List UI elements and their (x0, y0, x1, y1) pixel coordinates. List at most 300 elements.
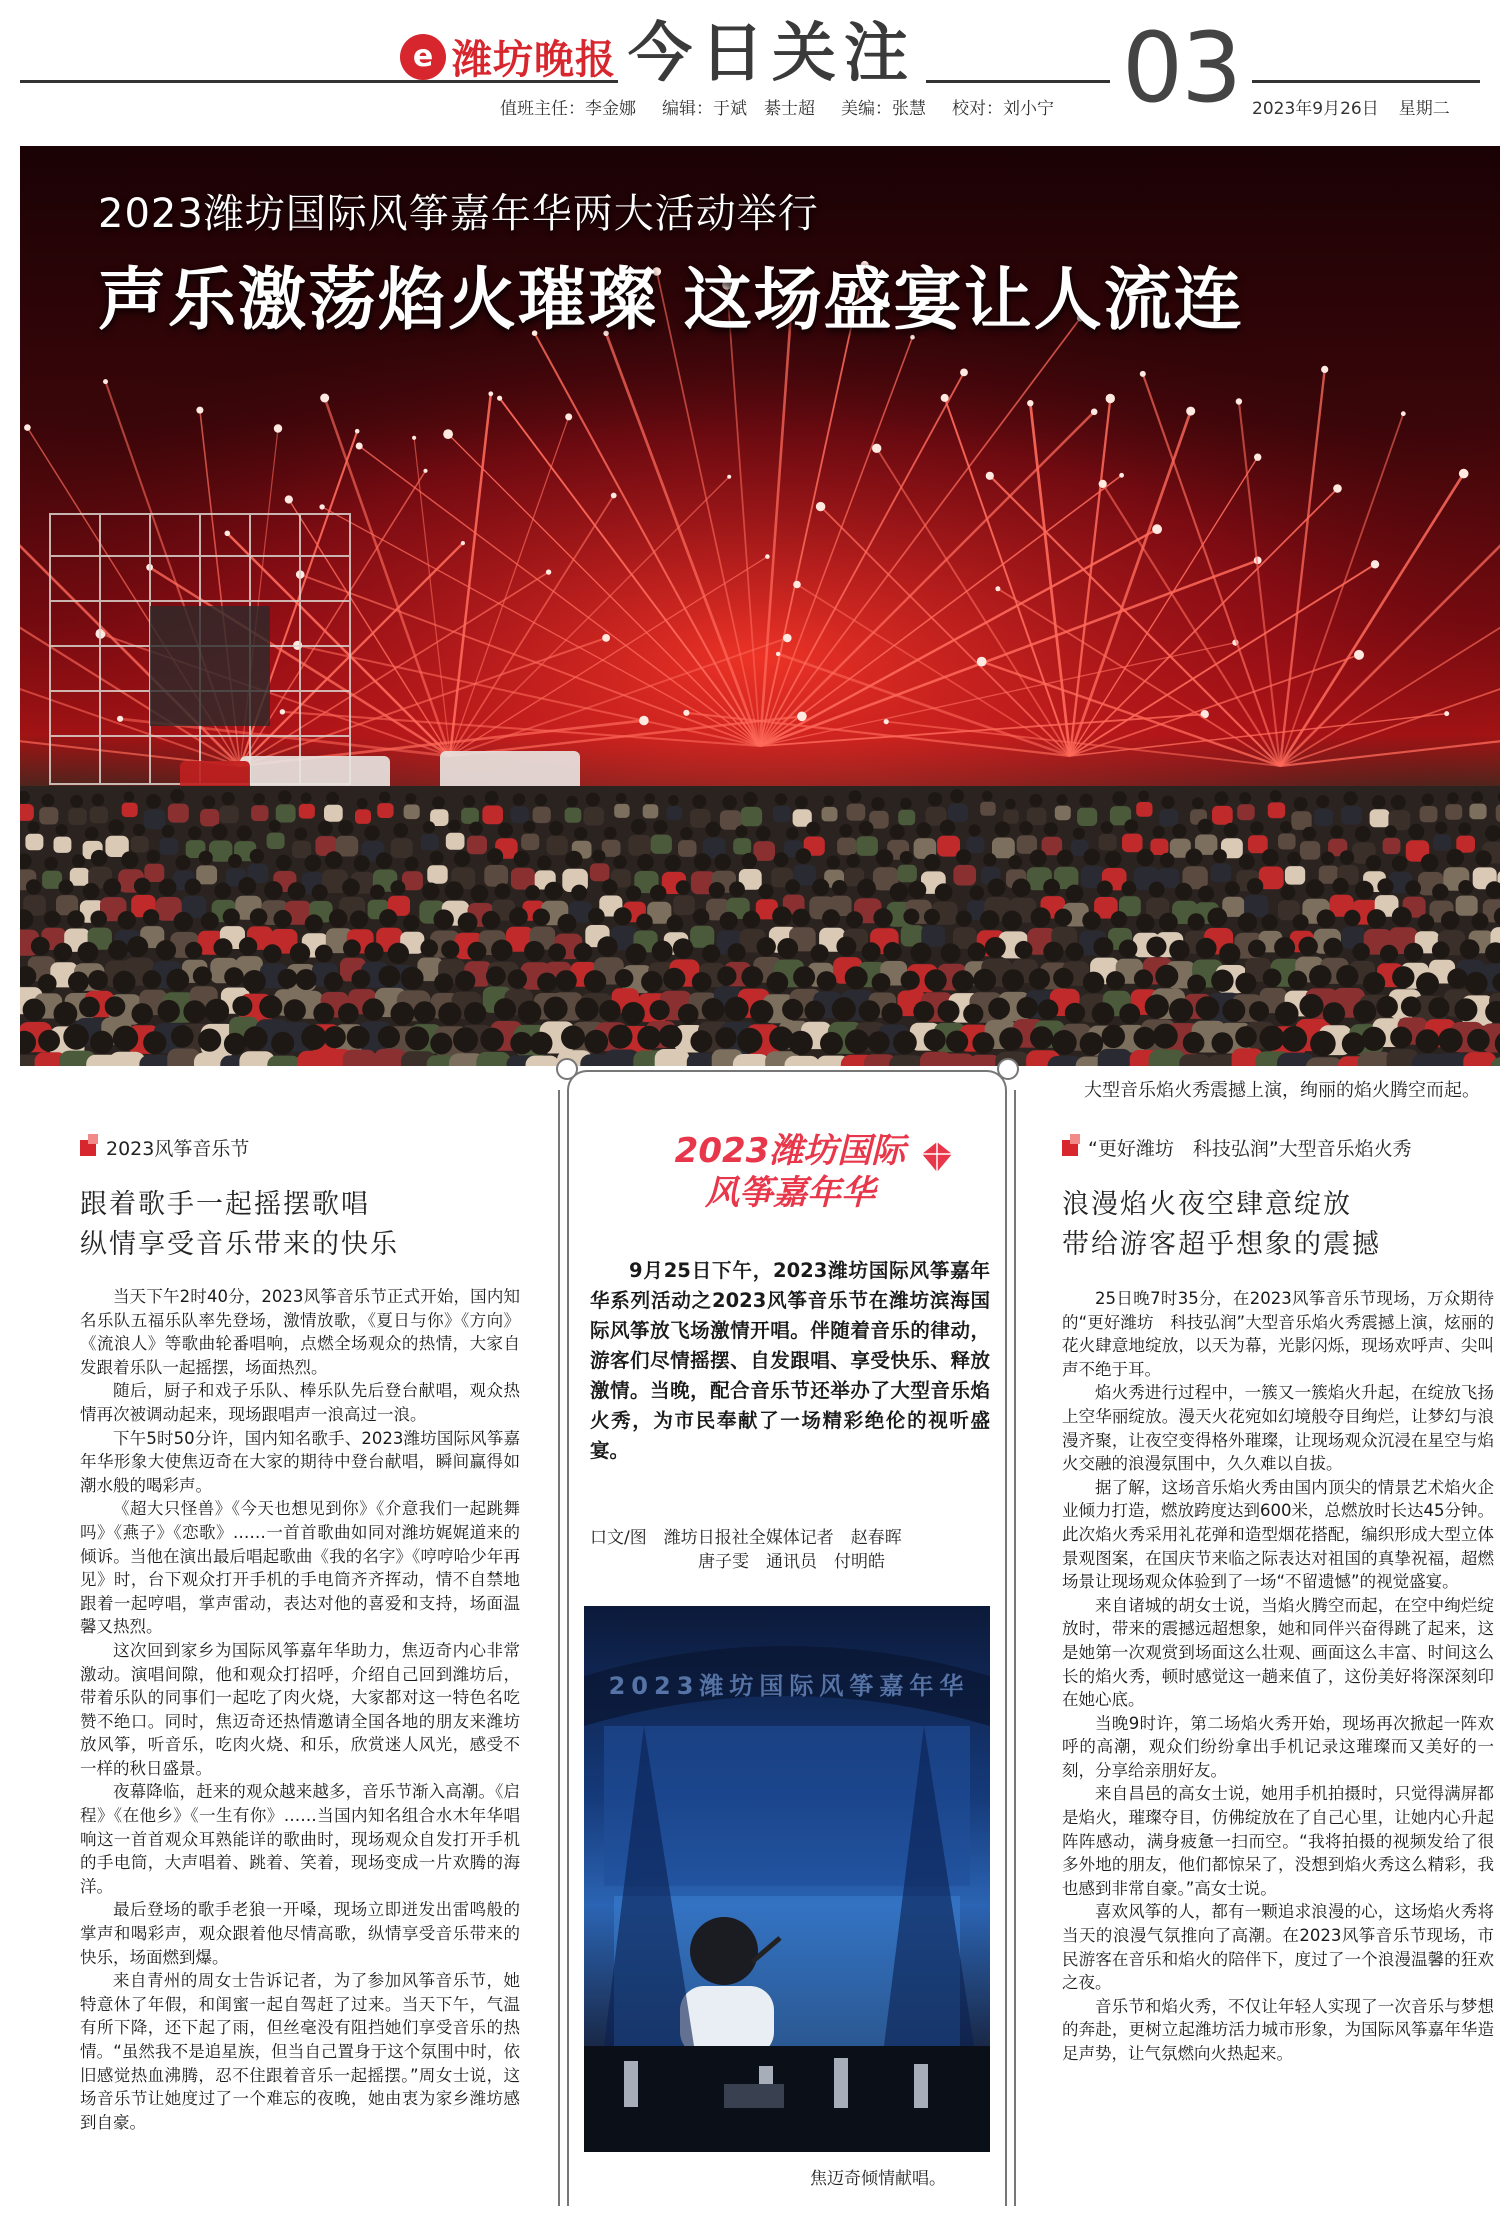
crowd-person-body (1098, 1049, 1132, 1066)
crowd-person-head (124, 791, 135, 802)
section-marker-icon (1062, 1140, 1078, 1156)
crowd-person-head (1239, 792, 1251, 804)
crowd-person-head (665, 855, 682, 872)
firework-spark (443, 429, 453, 439)
crowd-person-head (565, 851, 582, 868)
crowd-person-head (498, 823, 513, 838)
crowd-person-head (1224, 823, 1239, 838)
crowd-person-head (228, 854, 242, 868)
crowd-person-head (85, 827, 99, 841)
crowd-person-head (1145, 994, 1169, 1018)
crowd-person-body (1212, 806, 1233, 825)
crowd-person-head (121, 851, 138, 868)
crowd-person-head (1438, 1028, 1462, 1052)
crowd-person-head (1192, 797, 1204, 809)
firework-spark (783, 634, 792, 643)
editorial-credits (500, 94, 1054, 119)
crowd-person-head (1342, 1032, 1365, 1055)
firework-spark (1027, 400, 1033, 406)
firework-spark (986, 472, 994, 480)
crowd-person-head (1198, 886, 1214, 902)
right-subheadline (1062, 1185, 1494, 1265)
crowd-person-body (446, 833, 465, 850)
crowd-person-head (690, 1030, 712, 1052)
paragraph: 夜幕降临，赶来的观众越来越多，音乐节渐入高潮。《启程》《在他乡》《一生有你》……当国内知名组合水木年华唱响这一首首观众耳熟能详的歌曲时，现场观众自发打开手机的手电筒，大声唱着、跳着、笑着，现场变成一片欢腾的海洋。 (80, 1782, 520, 1896)
firework-spark (423, 469, 427, 473)
crowd-person-head (1235, 973, 1256, 994)
center-column (590, 1130, 990, 1574)
crowd-person-head (364, 825, 379, 840)
crowd-person-head (715, 1027, 736, 1048)
crowd-person-head (775, 793, 787, 805)
crowd-person-body (690, 926, 714, 948)
paragraph: 来自诸城的胡女士说，当焰火腾空而起，在空中绚烂绽放时，带来的震撼远超想象，她和同伴兴奋得跳了起来，这是她第一次观赏到场面这么壮观、画面这么丰富、时间这么长的焰火秀，顿时感觉这一趟来值了，这份美好将深深刻印在她心底。 (1062, 1595, 1494, 1710)
crowd-person-body (511, 806, 529, 823)
crowd-person-body (482, 806, 503, 825)
firework-spark (797, 712, 807, 722)
crowd-person-head (162, 825, 175, 838)
crowd-person-head (1122, 881, 1137, 896)
crowd-person-head (599, 1000, 621, 1022)
crowd-person-head (924, 1029, 946, 1051)
crowd-person-head (324, 1026, 346, 1048)
paragraph: 《超大只怪兽》《今天也想见到你》《介意我们一起跳舞吗》《燕子》《恋歌》……一首首歌曲如同对潍坊娓娓道来的倾诉。当他在演出最后唱起歌曲《我的名字》《哼哼哈少年再见》时，台下观众打开手机的手电筒齐齐挥动，情不自禁地跟着一起哼唱，掌声雷动，表达对他的喜爱和支持，场面温馨又热烈。 (80, 1499, 520, 1637)
lead-paragraph: 9月25日下午，2023潍坊国际风筝嘉年华系列活动之2023风筝音乐节在潍坊滨海国际风筝放飞场激情开唱。伴随着音乐的律动，游客们尽情摇摆、自发跟唱、享受快乐、释放激情。当晚，配合音乐节还举办了大型音乐焰火秀，为市民奉献了一场精彩绝伦的视听盛宴。 (590, 1259, 990, 1462)
crowd-person-head (793, 966, 815, 988)
crowd-person-head (388, 943, 409, 964)
crowd-person-head (68, 972, 89, 993)
crowd-person-head (294, 827, 307, 840)
crowd-person-head (963, 1004, 983, 1024)
crowd-person-head (224, 1033, 246, 1055)
crowd-person-head (636, 914, 652, 930)
firework-spark (1186, 407, 1195, 416)
crowd-person-head (1138, 791, 1149, 802)
firework-spark (765, 554, 770, 559)
crowd-person-head (41, 794, 54, 807)
crowd-person-head (103, 878, 121, 896)
crowd-person-head (1249, 1001, 1269, 1021)
crowd-person-head (185, 942, 202, 959)
crowd-person-body (1420, 806, 1438, 822)
firework-spark (356, 443, 363, 450)
crowd-person-head (91, 850, 107, 866)
crowd-person-head (1097, 881, 1113, 897)
crowd-person-head (692, 972, 712, 992)
firework-spark (776, 652, 780, 656)
drum-kit (724, 2084, 784, 2108)
crowd-person-head (1309, 965, 1332, 988)
crowd-person-head (370, 885, 385, 900)
crowd-person-head (232, 996, 252, 1016)
crowd-person-body (168, 804, 189, 823)
crowd-person-head (422, 883, 439, 900)
crowd-person-head (1198, 819, 1213, 834)
crowd-person-head (134, 878, 151, 895)
crowd-person-head (379, 909, 397, 927)
crowd-person-head (890, 824, 905, 839)
crowd-person-head (243, 1026, 267, 1050)
kite-icon (920, 1140, 954, 1174)
right-article (1062, 1134, 1494, 2066)
crowd-person-head (702, 945, 720, 963)
firework-spark (884, 719, 889, 724)
crowd-person-head (544, 997, 568, 1021)
crowd-person-head (883, 942, 901, 960)
crowd-person-head (237, 825, 252, 840)
crowd-person-head (1344, 910, 1360, 926)
crowd-person-head (871, 797, 884, 810)
crowd-person-head (301, 793, 312, 804)
crowd-person-head (1446, 849, 1464, 867)
crowd-person-head (741, 966, 763, 988)
crowd-person-head (925, 969, 947, 991)
crowd-person-head (486, 966, 506, 986)
left-subheadline (80, 1185, 520, 1265)
crowd-person-head (849, 790, 862, 803)
crowd-person-body (1003, 810, 1019, 824)
crowd-person-head (952, 970, 974, 992)
crowd-person-body (1445, 804, 1462, 820)
paragraph: 音乐节和焰火秀，不仅让年轻人实现了一次音乐与梦想的奔赴，更树立起潍坊活力城市形象，为国际风筝嘉年华造足声势，让气氛燃向火热起来。 (1062, 1996, 1494, 2063)
crowd-person-head (312, 884, 328, 900)
crowd-person-head (1428, 997, 1449, 1018)
crowd-person-head (592, 850, 605, 863)
paragraph: 随后，厨子和戏子乐队、棒乐队先后登台献唱，观众热情再次被调动起来，现场跟唱声一浪高过一浪。 (80, 1381, 520, 1424)
crowd-person-body (54, 837, 72, 853)
firework-spark (1321, 366, 1328, 373)
crowd-person-head (347, 1026, 370, 1049)
crowd-person-head (342, 879, 360, 897)
crowd-person-head (680, 827, 693, 840)
crowd-person-body (953, 865, 976, 886)
crowd-person-head (1293, 914, 1309, 930)
crowd-person-head (274, 910, 292, 928)
crowd-person-head (288, 882, 306, 900)
crowd-person-head (1169, 998, 1193, 1022)
crowd-person-head (812, 879, 829, 896)
crowd-person-head (845, 1029, 870, 1054)
crowd-person-body (70, 868, 90, 886)
crowd-person-body (856, 836, 878, 856)
crowd-person-head (637, 1026, 661, 1050)
crowd-person-head (574, 827, 587, 840)
crowd-person-body (1077, 808, 1097, 826)
crowd-person-body (1211, 864, 1232, 883)
crowd-person-head (92, 794, 105, 807)
crowd-person-head (881, 1003, 902, 1024)
crowd-person-head (722, 795, 737, 810)
crowd-person-head (44, 911, 61, 928)
crowd-person-body (822, 807, 838, 822)
crowd-person-body (1278, 834, 1296, 850)
crowd-person-head (970, 886, 985, 901)
crowd-person-head (174, 912, 193, 931)
crowd-person-head (709, 882, 725, 898)
crowd-person-head (1385, 825, 1397, 837)
crowd-person-head (584, 970, 606, 992)
crowd-person-body (467, 836, 487, 854)
crowd-person-body (324, 805, 343, 822)
credit-editor: 编辑：于斌 綦士超 (662, 99, 815, 119)
crowd-person-head (1153, 826, 1165, 838)
crowd-person-body (1370, 809, 1390, 827)
crowd-person-body (131, 836, 149, 852)
crowd-person-head (693, 909, 709, 925)
crowd-person-head (1029, 794, 1042, 807)
crowd-person-head (872, 973, 891, 992)
crowd-person-head (1213, 849, 1227, 863)
crowd-person-head (1093, 937, 1113, 957)
crowd-person-head (90, 911, 107, 928)
firework-spark (461, 541, 465, 545)
paper-name: 潍坊晚报 (452, 37, 616, 83)
crowd-person-head (1187, 975, 1206, 994)
paper-logo[interactable] (400, 28, 616, 85)
crowd-person-body (299, 804, 315, 819)
crowd-person-head (1066, 885, 1084, 903)
crowd-person-head (862, 942, 881, 961)
crowd-person-head (305, 914, 323, 932)
crowd-person-head (859, 821, 874, 836)
crowd-person-head (766, 972, 788, 994)
crowd-person-head (1153, 1024, 1178, 1049)
crowd-person-body (948, 804, 968, 823)
crowd-person-body (898, 810, 915, 825)
crowd-person-head (916, 822, 931, 837)
crowd-person-head (185, 879, 202, 896)
crowd-person-head (105, 996, 126, 1017)
crowd-person-body (267, 1056, 301, 1066)
crowd-person-head (201, 912, 219, 930)
crowd-person-head (513, 793, 526, 806)
crowd-person-head (1355, 881, 1374, 900)
firework-spark (960, 369, 968, 377)
crowd-person-body (160, 838, 179, 855)
paragraph: 这次回到家乡为国际风筝嘉年华助力，焦迈奇内心非常激动。演唱间隙，他和观众打招呼，介绍自己回到潍坊后，带着乐队的同事们一起吃了肉火烧，大家都对这一特色名吃赞不绝口。同时，焦迈奇还热情邀请全国各地的朋友来潍坊放风筝，听音乐，吃肉火烧、和乐，欣赏迷人风光，感受不一样的秋日盛景。 (80, 1640, 520, 1778)
crowd-person-head (1340, 850, 1355, 865)
crowd-person-head (956, 849, 971, 864)
crowd-person-head (608, 1025, 632, 1049)
crowd-person-head (352, 970, 371, 989)
crowd-person-head (1082, 911, 1101, 930)
crowd-person-head (156, 940, 176, 960)
crowd-person-head (108, 940, 128, 960)
crowd-person-head (1017, 997, 1038, 1018)
crowd-person-body (521, 834, 539, 851)
crowd-person-head (1352, 943, 1370, 961)
crowd-person-head (28, 821, 40, 833)
hero-headline: 声乐激荡焰火璀璨 这场盛宴让人流连 (98, 261, 1244, 340)
crowd-person-head (597, 936, 617, 956)
crowd-person-head (494, 998, 516, 1020)
crowd-person-head (622, 1002, 645, 1025)
section-marker-icon (80, 1140, 96, 1156)
crowd-person-head (269, 820, 281, 832)
firework-spark (727, 475, 731, 479)
crowd-person-body (655, 1049, 690, 1066)
crowd-person-body (421, 834, 439, 851)
crowd-person-head (972, 1032, 994, 1054)
crowd-person-head (1212, 1032, 1234, 1054)
crowd-person-head (1155, 965, 1178, 988)
right-article-body (1062, 1287, 1494, 2066)
crowd-person-body (733, 838, 751, 854)
crowd-person-head (222, 792, 235, 805)
crowd-person-head (469, 822, 483, 836)
crowd-person-head (434, 909, 454, 929)
crowd-person-body (377, 803, 393, 818)
crowd-person-head (193, 966, 212, 985)
crowd-person-head (792, 909, 810, 927)
crowd-person-head (430, 1033, 452, 1055)
crowd-person-body (980, 802, 996, 816)
crowd-person-head (667, 915, 684, 932)
crowd-person-head (1084, 849, 1101, 866)
crowd-person-body (590, 863, 610, 881)
crowd-person-head (724, 997, 748, 1021)
crowd-person-head (405, 1026, 429, 1050)
crowd-person-head (673, 938, 693, 958)
crowd-person-head (1287, 852, 1301, 866)
crowd-person-head (571, 885, 587, 901)
concert-photo (584, 1606, 990, 2152)
crowd-person-head (301, 1025, 326, 1050)
crowd-person-head (900, 851, 913, 864)
firework-spark (1106, 394, 1115, 403)
crowd-person-head (54, 1002, 78, 1026)
crowd-person-head (873, 908, 892, 927)
crowd-person-head (414, 1001, 436, 1023)
crowd-person-head (561, 1025, 585, 1049)
crowd-person-head (1057, 794, 1068, 805)
crowd-person-head (205, 999, 229, 1023)
crowd-person-head (1408, 824, 1424, 840)
concert-photo-caption: 焦迈奇倾情献唱。 (810, 2169, 946, 2189)
crowd-person-head (1376, 996, 1398, 1018)
firework-spark (1354, 650, 1364, 660)
crowd-person-head (1275, 1002, 1299, 1026)
crowd-person-head (485, 791, 499, 805)
crowd-person-head (1432, 884, 1448, 900)
crowd-person-body (219, 806, 239, 824)
crowd-person-head (1422, 793, 1434, 805)
crowd-person-head (946, 1031, 968, 1053)
crowd-person-head (785, 879, 800, 894)
crowd-person-head (743, 792, 758, 807)
crowd-person-head (969, 824, 981, 836)
firework-spark (639, 716, 649, 726)
crowd-person-head (1316, 795, 1329, 808)
firework-spark (1099, 480, 1107, 488)
crowd-person-head (224, 967, 244, 987)
crowd-person-head (350, 910, 368, 928)
crowd-person-head (924, 909, 940, 925)
crowd-person-head (1015, 941, 1033, 959)
crowd-person-head (743, 911, 761, 929)
crowd-person-head (820, 1032, 843, 1055)
crowd-person-head (1390, 1027, 1412, 1049)
crowd-person-head (1377, 878, 1393, 894)
crowd-person-head (1030, 850, 1047, 867)
crowd-person-head (508, 969, 527, 988)
crowd-person-head (1302, 827, 1316, 841)
crowd-person-head (212, 824, 228, 840)
crowd-person-body (1433, 834, 1451, 850)
firework-spark (225, 531, 231, 537)
crowd-person-head (750, 1000, 773, 1023)
crowd-person-body (753, 841, 775, 861)
crowd-person-head (999, 1027, 1023, 1051)
crowd-person-head (982, 791, 993, 802)
crowd-person-head (1460, 939, 1480, 959)
crowd-person-head (729, 881, 745, 897)
crowd-person-head (38, 974, 57, 993)
crowd-person-body (898, 865, 917, 883)
crowd-person-head (588, 908, 605, 925)
right-section-tag (1062, 1134, 1494, 1161)
crowd-person-head (663, 968, 685, 990)
crowd-person-head (817, 971, 837, 991)
crowd-person-head (1211, 970, 1233, 992)
crowd-person-body (889, 1055, 924, 1066)
crowd-person-body (196, 865, 217, 884)
crowd-person-head (44, 857, 58, 871)
crowd-person-head (555, 970, 576, 991)
crowd-person-body (773, 806, 791, 822)
firework-spark (497, 396, 502, 401)
crowd-person-head (1263, 969, 1282, 988)
crowd-person-head (650, 1000, 670, 1020)
crowd-person-head (1235, 1026, 1257, 1048)
crowd-person-head (1101, 821, 1113, 833)
paragraph: 25日晚7时35分，在2023风筝音乐节现场，万众期待的“更好潍坊 科技弘润”大型音乐焰火秀震撼上演，炫丽的花火肆意地绽放，以天为幕，光影闪烁，现场欢呼声、尖叫声不绝于耳。 (1062, 1289, 1494, 1379)
crowd-person-head (432, 796, 445, 809)
crowd-person-head (1185, 849, 1202, 866)
crowd-person-head (941, 943, 961, 963)
crowd-person-head (839, 824, 852, 837)
crowd-person-body (1285, 866, 1305, 885)
crowd-person-head (777, 938, 798, 959)
singer-shirt (680, 1986, 774, 2056)
crowd-person-head (935, 883, 953, 901)
crowd-person-head (448, 820, 461, 833)
crowd-person-head (1392, 907, 1412, 927)
firework-spark (103, 379, 108, 384)
crowd-person-body (484, 865, 508, 887)
festival-logo-line: 风筝嘉年华 (705, 1173, 875, 1213)
crowd-person-head (1247, 878, 1263, 894)
crowd-person-body (427, 865, 447, 884)
paragraph: 来自昌邑的高女士说，她用手机拍摄时，只觉得满屏都是焰火，璀璨夺目，仿佛绽放在了自己心里，让她内心升起阵阵感动，满身疲惫一扫而空。“我将拍摄的视频发给了很多外地的朋友，他们都惊呆了，没想到焰火秀这么精彩，我也感到非常自豪。”高女士说。 (1062, 1784, 1494, 1898)
crowd-person-head (928, 792, 942, 806)
crowd-person-head (692, 795, 706, 809)
crowd-person-head (613, 855, 627, 869)
crowd-person-head (464, 1002, 486, 1024)
crowd-person-head (1214, 791, 1228, 805)
crowd-person-head (1159, 913, 1178, 932)
crowd-person-head (63, 1024, 89, 1050)
crowd-person-head (1392, 966, 1414, 988)
crowd-person-head (1065, 1003, 1085, 1023)
crowd-person-head (1421, 854, 1439, 872)
crowd-person-body (343, 1050, 377, 1066)
crowd-person-head (1280, 821, 1292, 833)
crowd-person-head (326, 792, 339, 805)
crowd-person-head (584, 1030, 608, 1054)
crowd-person-head (188, 826, 201, 839)
crowd-person-head (1418, 914, 1435, 931)
